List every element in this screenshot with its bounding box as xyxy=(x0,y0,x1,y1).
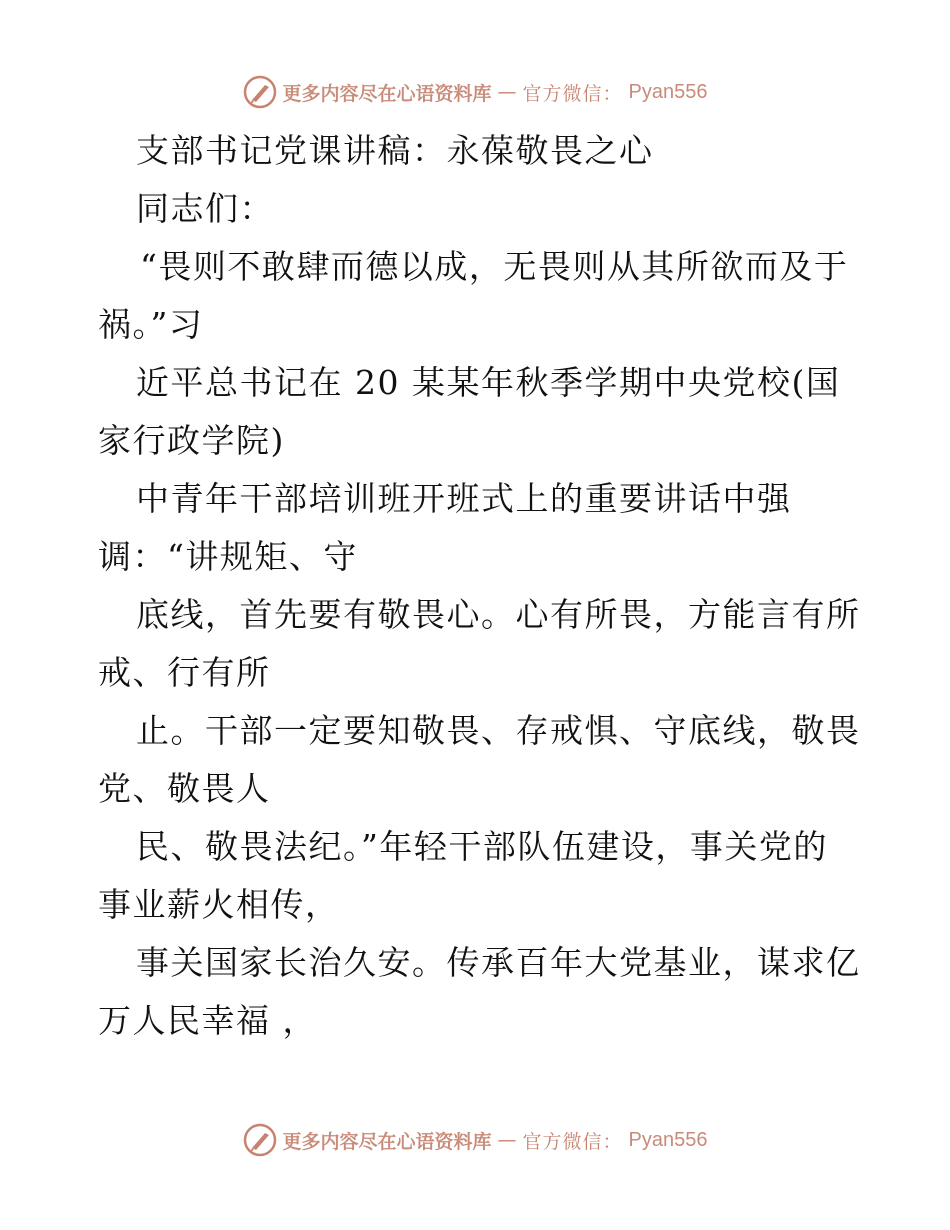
text-line: 止。干部一定要知敬畏、存戒惧、守底线，敬畏 xyxy=(136,711,861,750)
banner-main-text: 更多内容尽在心语资料库 xyxy=(282,82,492,105)
banner-dash: — xyxy=(497,81,517,103)
text-line: 近平总书记在 20 某某年秋季学期中央党校(国 xyxy=(136,363,841,402)
text-line: 底线，首先要有敬畏心。心有所畏，方能言有所 xyxy=(136,595,861,634)
banner-main-text: 更多内容尽在心语资料库 xyxy=(282,1130,492,1153)
banner-dash: — xyxy=(497,1129,517,1151)
document-body xyxy=(98,122,861,1050)
quill-pen-logo-icon xyxy=(243,1123,277,1157)
text-line: 党、敬畏人 xyxy=(98,769,271,808)
text-line: 事业薪火相传， xyxy=(98,885,340,924)
banner-wechat-label: 官方微信： xyxy=(522,82,623,105)
text-line: “畏则不敢肆而德以成，无畏则从其所欲而及于 xyxy=(140,247,849,286)
text-line: 事关国家长治久安。传承百年大党基业，谋求亿 xyxy=(136,943,861,982)
text-line: 中青年干部培训班开班式上的重要讲话中强 xyxy=(136,479,792,518)
document-title: 支部书记党课讲稿：永葆敬畏之心 xyxy=(136,131,654,170)
banner-wechat-label: 官方微信： xyxy=(522,1130,623,1153)
quill-pen-logo-icon xyxy=(243,75,277,109)
salutation: 同志们： xyxy=(136,189,274,228)
text-line: 调：“讲规矩、守 xyxy=(98,537,358,576)
footer-banner xyxy=(0,1118,950,1162)
banner-wechat-id: Pyan556 xyxy=(628,80,708,103)
text-line: 民、敬畏法纪。”年轻干部队伍建设，事关党的 xyxy=(136,827,828,866)
banner-wechat-id: Pyan556 xyxy=(628,1128,708,1151)
header-banner xyxy=(0,70,950,114)
text-line: 家行政学院) xyxy=(98,421,285,460)
text-line: 戒、行有所 xyxy=(98,653,271,692)
text-line: 祸。”习 xyxy=(98,305,204,344)
text-line: 万人民幸福 ， xyxy=(98,1001,317,1040)
